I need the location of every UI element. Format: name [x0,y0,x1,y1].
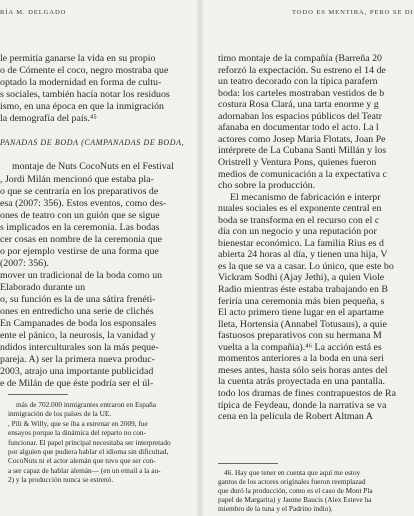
text-line: , Jordi Milán mencionó que estaba pla- [0,173,154,185]
text-line: día con un negocio y una reputación por [218,226,377,238]
text-line: la cuenta atrás proyectada en una pantalla. [218,376,385,388]
text-line: cer cosas en nombre de la ceremonia que [0,233,163,245]
text-line: medios de comunicación a la expectativa c [218,168,387,180]
text-line: reforzó la expectación. Su estreno el 14 de [218,64,386,76]
text-line: Oristrell y Ventura Pons, quienes fueron [218,156,377,168]
text-line: bienestar económico. La familia Rius es d [218,237,384,249]
footnote-line: miembro de la tuna y el Padrino indio). [218,504,333,513]
text-line: s sociales, también hacía notar los residuos [0,89,170,101]
text-line: boda se transforma en el recurso con el c [218,214,380,226]
text-line: mover un tradicional de la boda como un [0,269,163,281]
left-footnote-rule [8,394,68,395]
text-line: boda: los carteles mostraban vestidos de b [218,87,385,99]
text-line: un teatro decorado con la típica parafern [218,76,378,88]
footnote-line: , Pili & Willy, que se iba a estrenar en 2009, fue [8,418,148,428]
text-line: feriría una ceremonia más bien pequeña, s [218,295,385,307]
footnote-line: funcionar. El papel principal necesitaba ser interpretado [8,437,171,447]
text-line: típica de Feydeau, donde la narrativa se va [218,399,387,411]
footnote-line: más de 702.000 inmigrantes entraron en España [16,400,157,409]
footnote-line: papel de Margarita) y Jaume Baucis (Alex Esteve ha [218,495,372,504]
text-line: optado la modernidad en forma de cultu- [0,77,162,89]
footnote-line: 2) y la producción nunca se estrenó. [8,475,114,485]
text-line: momentos anteriores a la boda en una seri [218,353,384,365]
text-line: El mecanismo de fabricación e interpr [230,191,381,203]
text-line: cho sobre la producción. [218,180,316,192]
text-line: adornaban los espacios públicos del Teatr [218,110,382,122]
text-line: la demografía del país.⁴⁵ [0,113,97,125]
text-line: o, su función es la de una sátira frenéti- [0,294,156,305]
text-line: El acto primero tiene lugar en el apartame [218,307,384,319]
text-line: En Campanades de boda los esponsales [0,318,157,330]
text-line: o que se centraría en los preparativos de [0,185,159,197]
running-header-left: RÍA M. DELGADO [0,9,67,16]
text-line: todo los dramas de fines contrapuestos de Ra [218,387,396,399]
book-spine-shadow [196,0,204,516]
text-line: ones en entredicho una serie de clichés [0,306,154,318]
footnote-line: a ser capaz de hablar alemán— (en un email a la au- [8,465,161,475]
text-line: vuelta a la compañía).⁴⁶ La acción está es [218,341,382,353]
text-line: costura Rosa Clará, una tarta enorme y g [218,99,379,111]
text-line: abierta 24 horas al día, y tienen una hija, V [218,249,388,261]
text-line: pareja. A) ser la primera nueva produc- [0,354,155,366]
right-footnote-rule [218,463,278,464]
footnote-line: gantos de los actores originales fueron reemplazad [218,477,366,486]
text-line: lleta, Hortensia (Annabel Totusaus), a quie [218,318,387,330]
text-line: ismo, en una época en que la inmigración [0,101,164,113]
text-line: meses antes, hasta sólo seis horas antes del [218,364,388,376]
footnote-line: 46. Hay que tener en cuenta que aquí me estoy [224,468,361,477]
text-line: timo montaje de la compañía (Barreña 20 [218,53,382,64]
text-line: ndidos interculturales son la más peque- [0,342,159,354]
footnote-line: inmigración de los países de la UE. [8,409,112,419]
text-line: ones de teatro con un guión que se sigue [0,209,160,221]
footnote-line: CocoNuts ni el actor alemán que tuvo que ser con- [8,456,156,466]
text-line: e de Milán de que éste podría ser el úl- [0,378,154,390]
text-line: actores como Josep Maria Flotats, Joan Pe [218,133,386,145]
footnote-line: ensayos porque la dinámica del reparto no con- [8,428,146,438]
text-line: 2003, atrajo una importante publicidad [0,366,154,378]
text-line: ente el pánico, la neurosis, la vanidad y [0,330,156,342]
text-line: intérprete de La Cubana Santi Millán y los [218,145,387,157]
running-header-right: TODO ES MENTIRA, PERO SE DI [292,9,414,16]
text-line: cena en la película de Robert Altman A [218,411,373,423]
footnote-line: por alguien que pudiera hablar el idioma sin dificultad, [8,447,169,456]
text-line: s implicados en la ceremonia. Las bodas [0,221,160,233]
text-line: es la que se va a casar. Lo único, que este bo [218,260,394,272]
text-line: afanaba en documentar todo el acto. La l [218,122,379,134]
text-line: fastuosos preparativos con su hermana M [218,330,382,342]
text-line: le permitía ganarse la vida en su propio [0,53,156,64]
text-line: o por ejemplo vestirse de una forma que [0,245,159,257]
text-line: Elaborado durante un [0,281,86,293]
text-line: nuales sociales es el exponente central en [218,203,382,215]
text-line: (2007: 356). [0,257,49,269]
text-line: montaje de Nuts CocoNuts en el Festival [12,161,174,173]
footnote-line: que duró la producción, como es el caso de Mont Pla [218,486,373,495]
text-line: o de Cómente el coco, negro mostraba que [0,65,169,77]
text-line: PANADAS DE BODA (CAMPANADAS DE BODA, [0,138,185,148]
text-line: Radio mientras éste estaba trabajando en B [218,284,389,295]
text-line: esa (2007: 356). Estos eventos, como des- [0,197,167,209]
text-line: Vickram Sodhi (Ajay Jethi), a quien Viole [218,272,385,284]
